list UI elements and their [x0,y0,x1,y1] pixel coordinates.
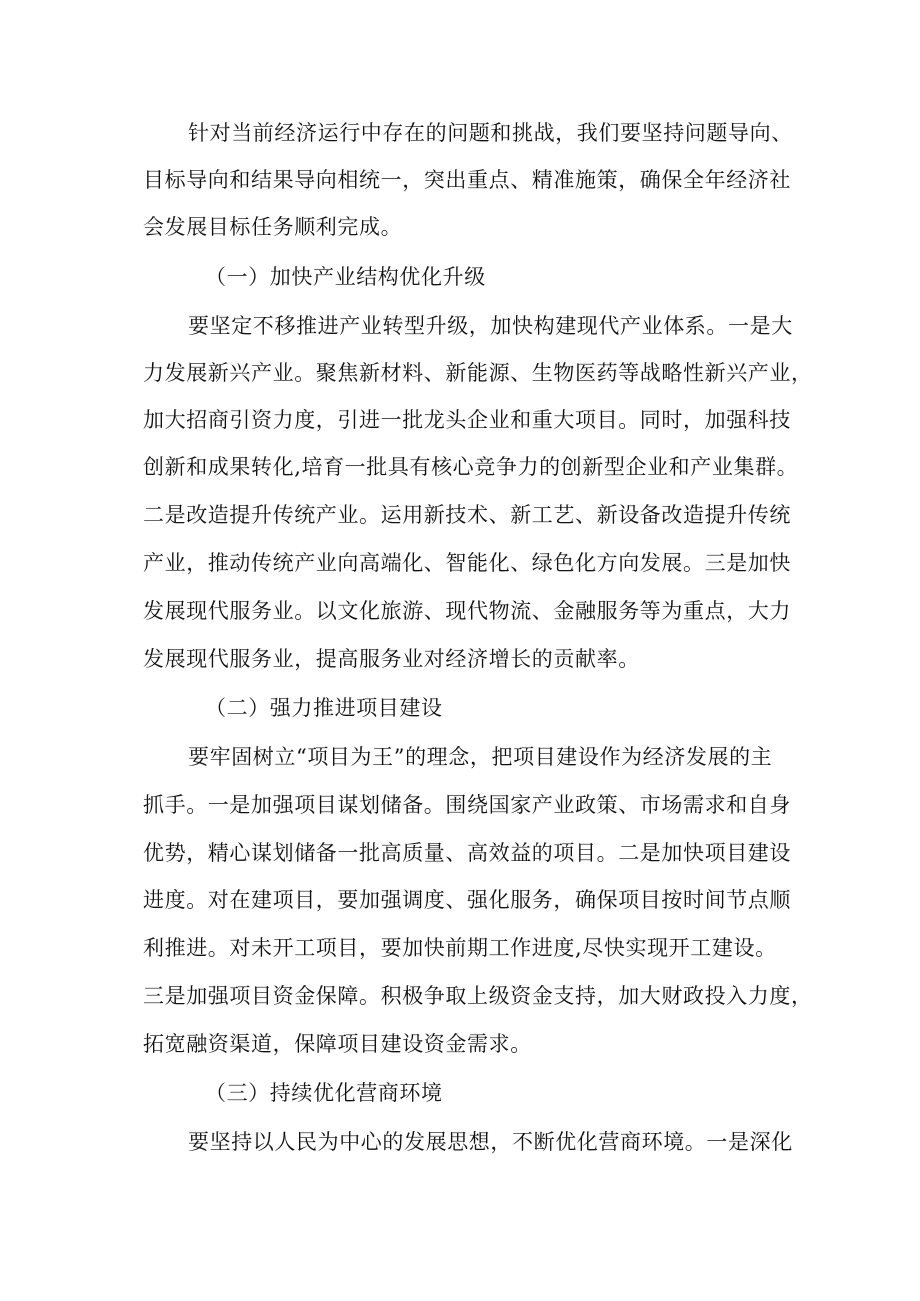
paragraph-2-line-1: 要坚定不移推进产业转型升级，加快构建现代产业体系。一是大 [188,314,793,338]
paragraph-2-line-5: 二是改造提升传统产业。运用新技术、新工艺、新设备改造提升传统 [143,503,791,527]
paragraph-4-line-1: 要坚持以人民为中心的发展思想，不断优化营商环境。一是深化 [188,1130,793,1154]
section-heading-2: （二）强力推进项目建设 [205,696,443,720]
section-heading-3: （三）持续优化营商环境 [205,1081,443,1105]
paragraph-2-line-6: 产业，推动传统产业向高端化、智能化、绿色化方向发展。三是加快 [143,551,791,575]
paragraph-3-line-4: 进度。对在建项目，要加强调度、强化服务，确保项目按时间节点顺 [143,888,791,912]
paragraph-2-line-3: 加大招商引资力度，引进一批龙头企业和重大项目。同时，加强科技 [143,408,791,432]
paragraph-2-line-4: 创新和成果转化,培育一批具有核心竞争力的创新型企业和产业集群。 [143,455,799,479]
section-heading-1: （一）加快产业结构优化升级 [205,265,486,289]
paragraph-3-line-3: 优势，精心谋划储备一批高质量、高效益的项目。二是加快项目建设 [143,841,791,865]
paragraph-3-line-1: 要牢固树立“项目为王”的理念，把项目建设作为经济发展的主 [188,745,773,769]
paragraph-3-line-6: 三是加强项目资金保障。积极争取上级资金支持，加大财政投入力度， [143,984,813,1008]
paragraph-2-line-2: 力发展新兴产业。聚焦新材料、新能源、生物医药等战略性新兴产业， [143,361,813,385]
paragraph-1-line-2: 目标导向和结果导向相统一，突出重点、精准施策，确保全年经济社 [143,168,791,192]
paragraph-3-line-2: 抓手。一是加强项目谋划储备。围绕国家产业政策、市场需求和自身 [143,793,791,817]
paragraph-1-line-3: 会发展目标任务顺利完成。 [143,215,403,239]
paragraph-2-line-8: 发展现代服务业，提高服务业对经济增长的贡献率。 [143,647,640,671]
paragraph-3-line-7: 拓宽融资渠道，保障项目建设资金需求。 [143,1032,532,1056]
paragraph-2-line-7: 发展现代服务业。以文化旅游、现代物流、金融服务等为重点，大力 [143,599,791,623]
paragraph-1-line-1: 针对当前经济运行中存在的问题和挑战，我们要坚持问题导向、 [188,121,793,145]
paragraph-3-line-5: 利推进。对未开工项目，要加快前期工作进度,尽快实现开工建设。 [143,936,777,960]
